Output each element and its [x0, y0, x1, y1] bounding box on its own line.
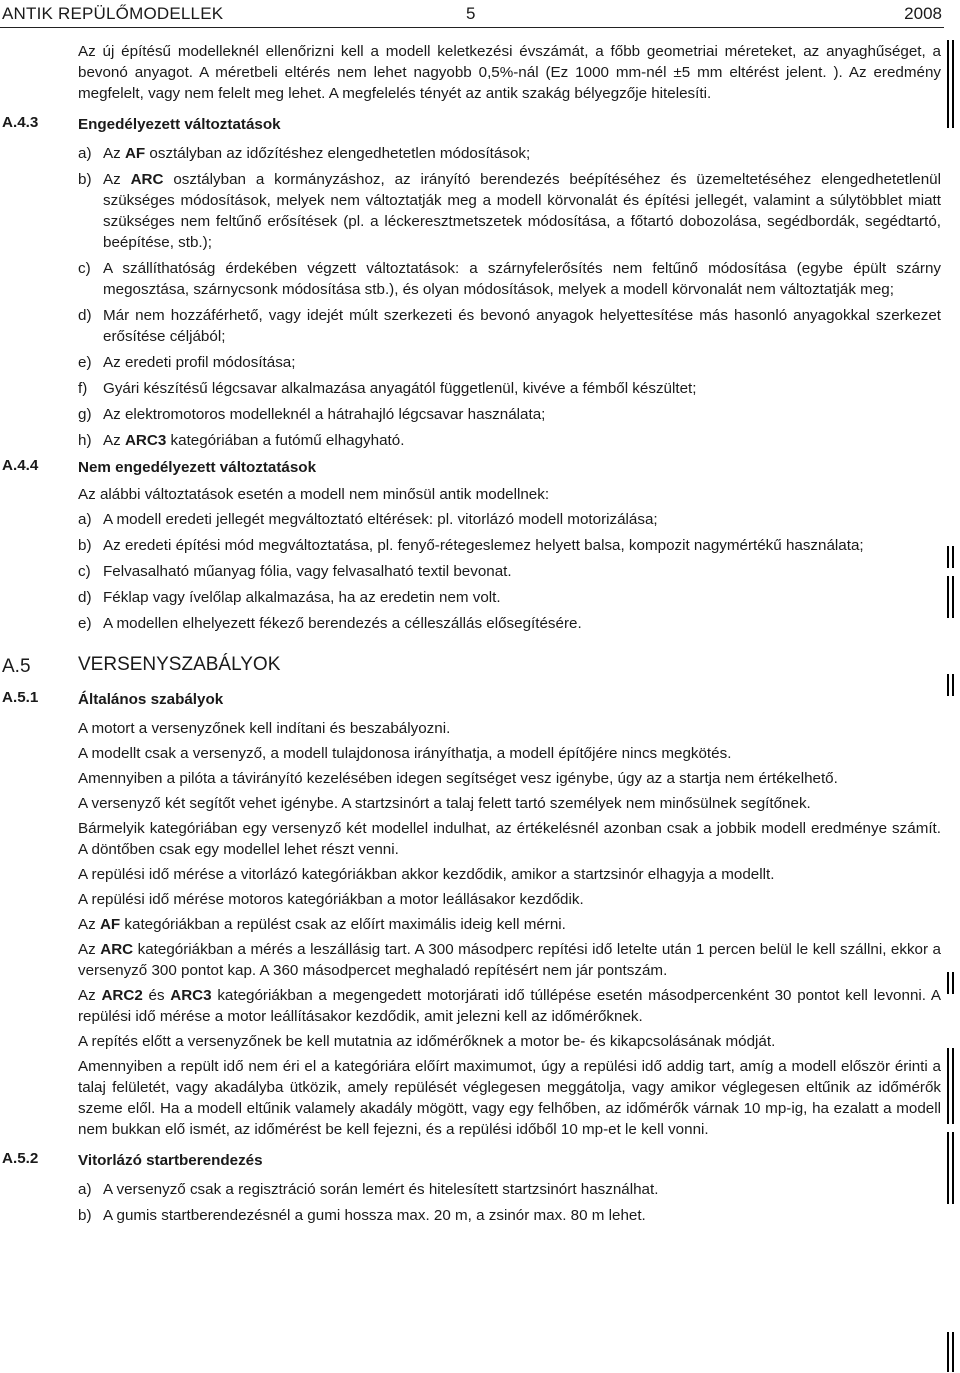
change-bar	[952, 576, 954, 618]
section-number: A.4.4	[2, 457, 39, 474]
list-item: d) Már nem hozzáférhető, vagy idejét múlt szerkezeti és bevonó anyagok helyettesítése más hasonló anyagokkal szerkezet erősítése céljából;	[78, 307, 941, 345]
change-bar	[952, 1332, 954, 1372]
forbidden-changes-list	[78, 509, 941, 634]
list-item: c) Felvasalható műanyag fólia, vagy felvasalható textil bevonat.	[78, 563, 512, 580]
rule-paragraph: A repülési idő mérése a vitorlázó kategóriákban akkor kezdődik, amikor a startzsinór elhagyja a modellt.	[78, 866, 775, 883]
rule-paragraph: A modellt csak a versenyző, a modell tulajdonosa irányíthatja, a modell építőjére nincs megkötés.	[78, 745, 732, 762]
change-bar	[947, 40, 949, 128]
section-a-5-2	[0, 1150, 944, 1226]
list-item: h) Az ARC3 kategóriában a futómű elhagyható.	[78, 432, 405, 449]
section-number: A.5.1	[2, 689, 39, 706]
rule-paragraph: Az ARC kategóriákban a mérés a leszállásig tart. A 300 másodperc repítési idő letelte után 1 percen belül le kell szállni, ekkor a versenyző 300 pontot kap. A 360 másodpercet meghaladó repítésért nem jár pontszám.	[78, 941, 941, 979]
change-bar	[952, 1048, 954, 1124]
change-bar	[947, 1048, 949, 1124]
glider-launch-list	[78, 1179, 941, 1226]
section-title: Vitorlázó startberendezés	[78, 1152, 263, 1169]
change-bar	[952, 972, 954, 994]
section-number: A.4.3	[2, 114, 39, 131]
page-number: 5	[466, 4, 476, 23]
change-bar	[952, 1132, 954, 1204]
document-title: ANTIK REPÜLŐMODELLEK	[2, 4, 224, 23]
change-bar	[952, 546, 954, 568]
document-year: 2008	[904, 4, 942, 23]
list-item: a) Az AF osztályban az időzítéshez elengedhetetlen módosítások;	[78, 145, 531, 162]
section-a-4-4	[0, 457, 944, 634]
change-bar	[952, 40, 954, 128]
allowed-changes-list	[78, 143, 941, 451]
change-bar	[947, 972, 949, 994]
rule-paragraph: A versenyző két segítőt vehet igénybe. A startzsinórt a talaj felett tartó személyek nem minősülnek segítőnek.	[78, 795, 811, 812]
section-a-5	[0, 654, 944, 675]
list-item: b) Az eredeti építési mód megváltoztatása, pl. fenyő-rétegeslemez helyett balsa, kompozit nagymértékű használata;	[78, 537, 864, 554]
list-item: e) Az eredeti profil módosítása;	[78, 354, 296, 371]
section-title: Nem engedélyezett változtatások	[78, 459, 317, 476]
rule-paragraph: A motort a versenyzőnek kell indítani és beszabályozni.	[78, 720, 451, 737]
change-bar	[947, 1332, 949, 1372]
list-item: g) Az elektromotoros modelleknél a hátrahajló légcsavar használata;	[78, 406, 546, 423]
change-bar	[952, 674, 954, 696]
rule-paragraph: Az ARC2 és ARC3 kategóriákban a megengedett motorjárati idő túllépése esetén másodpercenként 30 pontot kell levonni. A repülési idő mérése a motor leállításakor kezdődik, amit jelezni kell az időmérőknek.	[78, 987, 941, 1025]
list-item: c) A szállíthatóság érdekében végzett változtatások: a szárnyfelerősítés nem feltűnő módosítása (egybe épült szárny megosztása, szárnycsonk módosítása stb.), és olyan módosítások, melyek a modell körvonalát nem változtatják meg;	[78, 260, 941, 298]
section-a-4-3	[0, 114, 944, 451]
list-item: a) A versenyző csak a regisztráció során lemért és hitelesített startzsinórt használhat.	[78, 1181, 659, 1198]
section-lead: Az alábbi változtatások esetén a modell nem minősül antik modellnek:	[78, 486, 550, 503]
section-a-5-1	[0, 689, 944, 1140]
rule-paragraph: A repítés előtt a versenyzőnek be kell mutatnia az időmérőknek a motor be- és kikapcsolásának módját.	[78, 1033, 776, 1050]
list-item: f) Gyári készítésű légcsavar alkalmazása anyagától függetlenül, kivéve a fémből készültet;	[78, 380, 697, 397]
section-number: A.5.2	[2, 1150, 39, 1167]
change-bar	[947, 674, 949, 696]
list-item: b) Az ARC osztályban a kormányzáshoz, az irányító berendezés beépítéséhez és üzemeltetéséhez elengedhetetlenül szükséges módosítások, melyek nem változtatják meg a modell körvonalát és építési jellegét, valamint a súlytöbblet miatt szükséges nem feltűnő erősítések (pl. a léckeresztmetszetek módosítása, a főtartó dobozolása, segédbordák, segédtartó, beépítése, stb.);	[78, 171, 941, 251]
page-header	[0, 0, 944, 28]
section-title: Engedélyezett változtatások	[78, 116, 281, 133]
list-item: a) A modell eredeti jellegét megváltoztató eltérések: pl. vitorlázó modell motorizálása;	[78, 511, 658, 528]
rule-paragraph: Amennyiben a pilóta a távirányító kezelésében idegen segítséget vesz igénybe, úgy az a startja nem értékelhető.	[78, 770, 838, 787]
intro-paragraph: Az új építésű modelleknél ellenőrizni kell a modell keletkezési évszámát, a főbb geometriai méreteket, az anyaghűséget, a bevonó anyagot. A méretbeli eltérés nem lehet nagyobb 0,5%-nál (Ez 1000 mm-nél ±5 mm eltérést jelent. ). Az eredmény megfelelt, vagy nem felelt meg lehet. A megfelelés tényét az antik szakág bélyegzője hitelesíti.	[78, 43, 941, 102]
list-item: d) Féklap vagy ívelőlap alkalmazása, ha az eredetin nem volt.	[78, 589, 501, 606]
change-bar	[947, 1132, 949, 1204]
rule-paragraph: Az AF kategóriákban a repülést csak az előírt maximális ideig kell mérni.	[78, 916, 566, 933]
document-body	[0, 41, 944, 1231]
change-bar	[947, 576, 949, 618]
rule-paragraph: Amennyiben a repült idő nem éri el a kategóriára előírt maximumot, úgy a repülési idő addig tart, amíg a modell először érinti a talaj felületét, vagy akadályba ütközik, amely repülését véglegesen meggátolja, vagy amikor véglegesen eltűnik az időmérők szeme elől. Ha a modell eltűnik valamely akadály mögött, vagy egy felhőben, az időmérők várnak 10 mp-ig, ha ezalatt a modell nem bukkan elő ismét, az időmérést be kell fejezni, és a repülési időből 10 mp-et le kell vonni.	[78, 1058, 941, 1138]
list-item: e) A modellen elhelyezett fékező berendezés a célleszállás elősegítésére.	[78, 615, 582, 632]
section-number: A.5	[2, 656, 31, 677]
section-title: Általános szabályok	[78, 691, 224, 708]
rule-paragraph: Bármelyik kategóriában egy versenyző két modellel indulhat, az értékelésnél azonban csak a jobbik modell eredménye számít. A döntőben csak egy modellel lehet részt venni.	[78, 820, 941, 858]
change-bar	[947, 546, 949, 568]
list-item: b) A gumis startberendezésnél a gumi hossza max. 20 m, a zsinór max. 80 m lehet.	[78, 1207, 646, 1224]
rule-paragraph: A repülési idő mérése motoros kategóriákban a motor leállásakor kezdődik.	[78, 891, 584, 908]
section-title: VERSENYSZABÁLYOK	[78, 654, 281, 675]
